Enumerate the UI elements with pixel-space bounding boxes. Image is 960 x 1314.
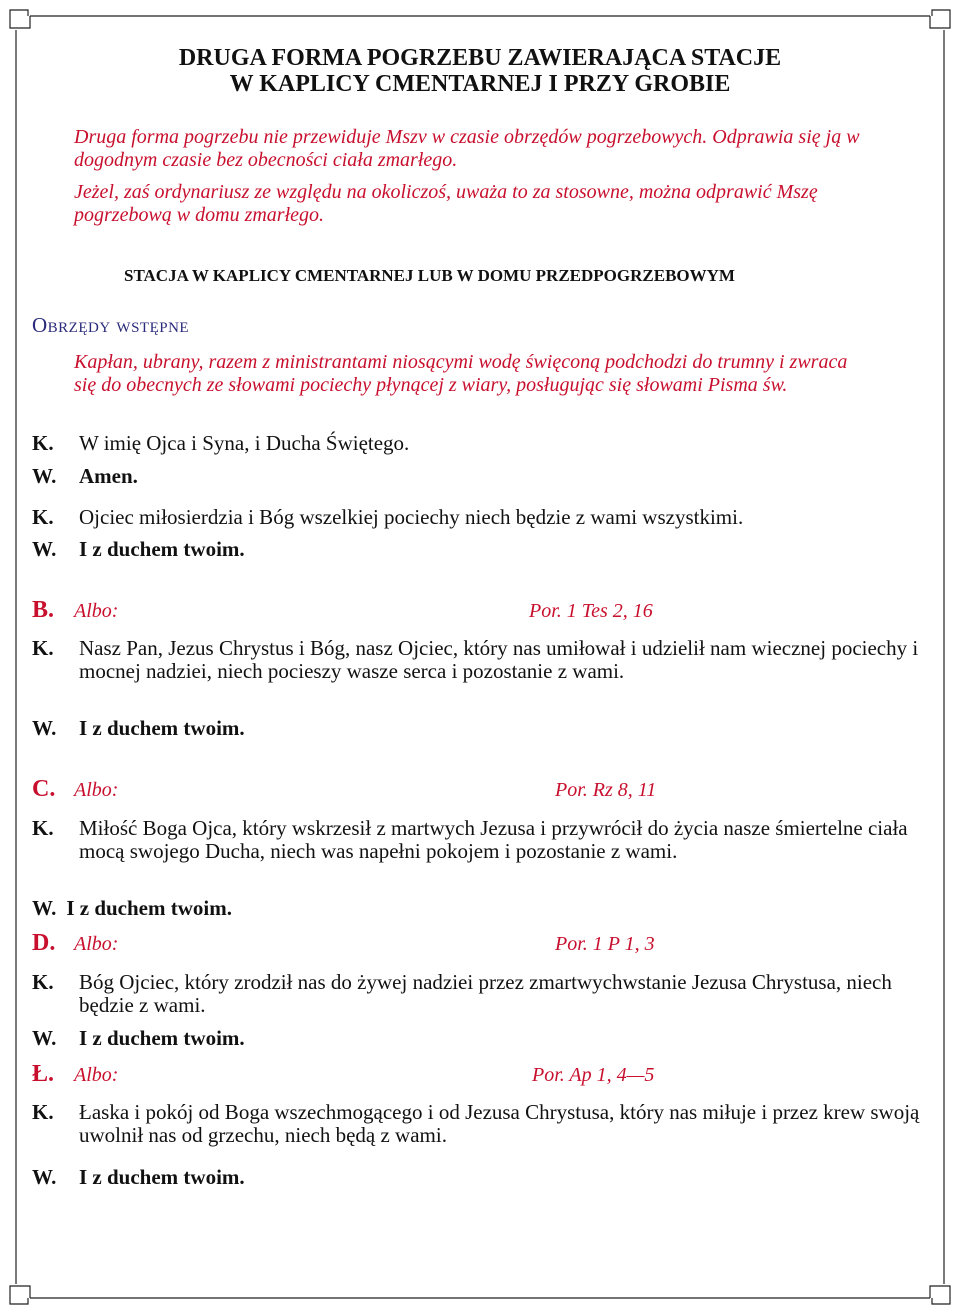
option-letter-b: B. (32, 597, 55, 623)
option-reference: Por. Ap 1, 4—5 (532, 1064, 655, 1086)
dialogue-text: I z duchem twoim. (79, 537, 245, 561)
speaker-label: W. (32, 716, 57, 740)
dialogue-line (32, 897, 932, 920)
option-reference: Por. 1 Tes 2, 16 (529, 600, 653, 622)
speaker-label: W. (32, 537, 57, 561)
dialogue-text: Amen. (79, 464, 138, 488)
dialogue-line (32, 538, 932, 561)
page-title-line1: DRUGA FORMA POGRZEBU ZAWIERAJĄCA STACJE (178, 45, 782, 71)
speaker-label: K. (32, 431, 54, 455)
dialogue-line (32, 465, 932, 488)
dialogue-text: W imię Ojca i Syna, i Ducha Świętego. (79, 431, 410, 455)
section-heading: Obrzędy wstępne (32, 313, 190, 337)
dialogue-line (32, 637, 932, 683)
dialogue-text: Łaska i pokój od Boga wszechmogącego i od Jezusa Chrystusa, który nas miłuje i przez krew swoją uwolnił nas od grzechu, niech będą z wami. (79, 1100, 920, 1147)
dialogue-line (32, 971, 932, 1017)
intro-paragraph-2: Jeżel, zaś ordynariusz ze względu na okoliczoś, uważa to za stosowne, można odprawić Mszę pogrzebową w domu zmarłego. (74, 181, 818, 226)
option-albo: Albo: (74, 779, 119, 801)
option-reference: Por. Rz 8, 11 (555, 779, 657, 801)
rubric-text: Kapłan, ubrany, razem z ministrantami niosącymi wodę święconą podchodzi do trumny i zwraca się do obecnych ze słowami pociechy płynącej z wiary, posługując się słowami Pisma św. (74, 351, 848, 396)
dialogue-line (32, 817, 932, 863)
speaker-label: W. (32, 464, 57, 488)
option-albo: Albo: (74, 600, 119, 622)
dialogue-line (32, 1101, 932, 1147)
dialogue-text: Bóg Ojciec, który zrodził nas do żywej nadziei przez zmartwychwstanie Jezusa Chrystusa, niech będzie z wami. (79, 970, 892, 1017)
dialogue-text: I z duchem twoim. (66, 896, 232, 920)
speaker-label: W. (32, 1165, 57, 1189)
option-albo: Albo: (74, 1064, 119, 1086)
option-letter-l: Ł. (32, 1061, 55, 1087)
dialogue-line (32, 432, 932, 455)
dialogue-line (32, 506, 932, 529)
intro-paragraph-1: Druga forma pogrzebu nie przewiduje Mszv w czasie obrzędów pogrzebowych. Odprawia się ją w dogodnym czasie bez obecności ciała zmarłego. (74, 126, 860, 171)
dialogue-text: I z duchem twoim. (79, 1165, 245, 1189)
speaker-label: K. (32, 816, 54, 840)
option-reference: Por. 1 P 1, 3 (555, 933, 655, 955)
dialogue-text: Nasz Pan, Jezus Chrystus i Bóg, nasz Ojciec, który nas umiłował i udzielił nam wiecznej pociechy i mocnej nadziei, niech pocieszy wasze serca i pozostanie z wami. (79, 636, 919, 683)
dialogue-text: I z duchem twoim. (79, 1026, 245, 1050)
dialogue-line (32, 1166, 932, 1189)
option-albo: Albo: (74, 933, 119, 955)
option-letter-d: D. (32, 930, 56, 956)
station-title: STACJA W KAPLICY CMENTARNEJ LUB W DOMU PRZEDPOGRZEBOWYM (124, 266, 735, 285)
dialogue-line (32, 717, 932, 740)
page-title-line2: W KAPLICY CMENTARNEJ I PRZY GROBIE (229, 71, 731, 97)
speaker-label: K. (32, 636, 54, 660)
speaker-label: W. (32, 1026, 57, 1050)
speaker-label: K. (32, 970, 54, 994)
dialogue-text: I z duchem twoim. (79, 716, 245, 740)
option-letter-c: C. (32, 776, 56, 802)
dialogue-text: Miłość Boga Ojca, który wskrzesił z martwych Jezusa i przywrócił do życia nasze śmiertelne ciała mocą swojego Ducha, niech was napełni pokojem i pozostanie z wami. (79, 816, 908, 863)
speaker-label: K. (32, 1100, 54, 1124)
dialogue-line (32, 1027, 932, 1050)
speaker-label: W. (32, 896, 57, 920)
speaker-label: K. (32, 505, 54, 529)
dialogue-text: Ojciec miłosierdzia i Bóg wszelkiej pociechy niech będzie z wami wszystkimi. (79, 505, 744, 529)
